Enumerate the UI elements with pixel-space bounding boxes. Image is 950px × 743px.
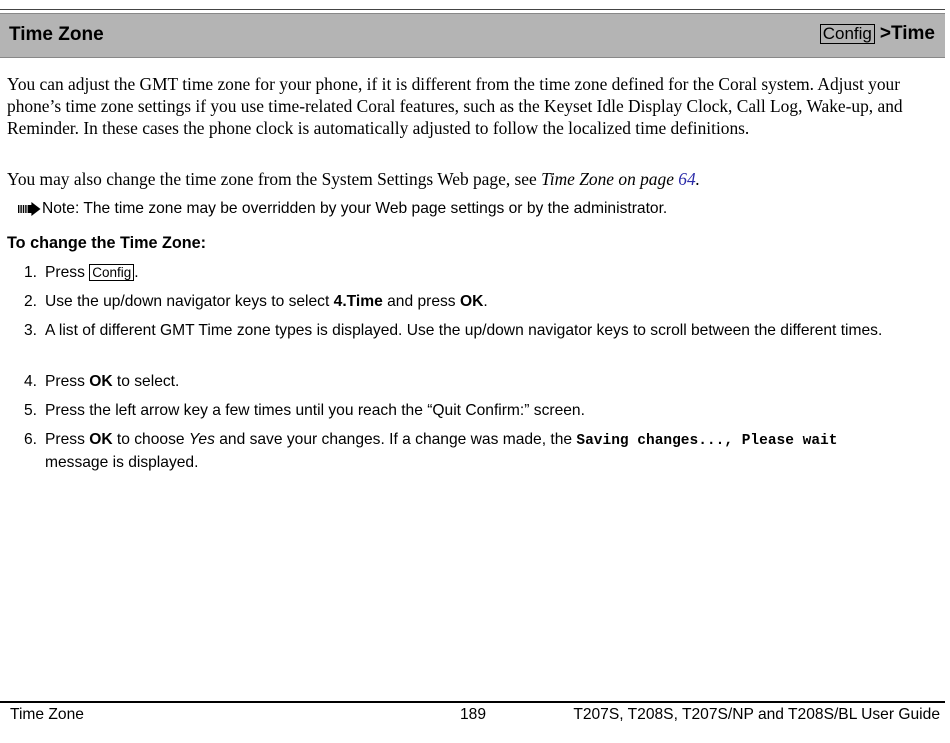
step-1: 1. Press Config . <box>24 264 139 281</box>
footer-section-title: Time Zone <box>10 706 84 723</box>
note-text: Note: The time zone may be overridden by your Web page settings or by the administrator. <box>42 200 668 217</box>
paragraph-suffix: . <box>695 169 701 189</box>
page-number: 189 <box>460 706 487 723</box>
footer-rule <box>0 701 945 703</box>
display-message: Saving changes..., Please wait <box>576 433 838 449</box>
intro-paragraph: You can adjust the GMT time zone for your phone, if it is different from the time zone defined for the Coral system. Adjust your phone’s time zone settings if you use time-related Coral features, such as the Keyset Idle Display Clock, Call Log, Wake-up, and Reminder. In these cases the phone clock is automatically adjusted to follow the localized time definitions. <box>7 74 903 138</box>
step-5: 5. Press the left arrow key a few times until you reach the “Quit Confirm:” screen. <box>24 402 585 419</box>
paragraph-prefix: You may also change the time zone from the System Settings Web page, see <box>7 169 542 189</box>
web-settings-paragraph <box>7 168 927 190</box>
note <box>18 199 667 219</box>
step-3: 3. A list of different GMT Time zone types is displayed. Use the up/down navigator keys to scroll between the different times. <box>24 322 883 339</box>
step-4: 4. Press OK to select. <box>24 373 180 390</box>
menu-path-label: >Time <box>879 23 935 44</box>
config-key-label: Config <box>89 264 134 281</box>
page-title: Time Zone <box>9 24 104 45</box>
page-header <box>0 13 945 58</box>
procedure-title: To change the Time Zone: <box>7 234 207 252</box>
cross-reference-text: Time Zone on page <box>541 169 679 189</box>
top-rule <box>0 9 945 10</box>
config-key-label: Config <box>820 24 875 44</box>
menu-path <box>820 23 935 45</box>
step-2: 2. Use the up/down navigator keys to select 4.Time and press OK. <box>24 293 488 310</box>
guide-title: T207S, T208S, T207S/NP and T208S/BL User Guide <box>573 706 940 723</box>
step-6: 6. Press OK to choose Yes and save your changes. If a change was made, the Saving changes..., Please wait message is displayed. <box>24 431 838 471</box>
note-arrow-icon <box>18 202 41 216</box>
page-link[interactable]: 64 <box>678 169 696 189</box>
